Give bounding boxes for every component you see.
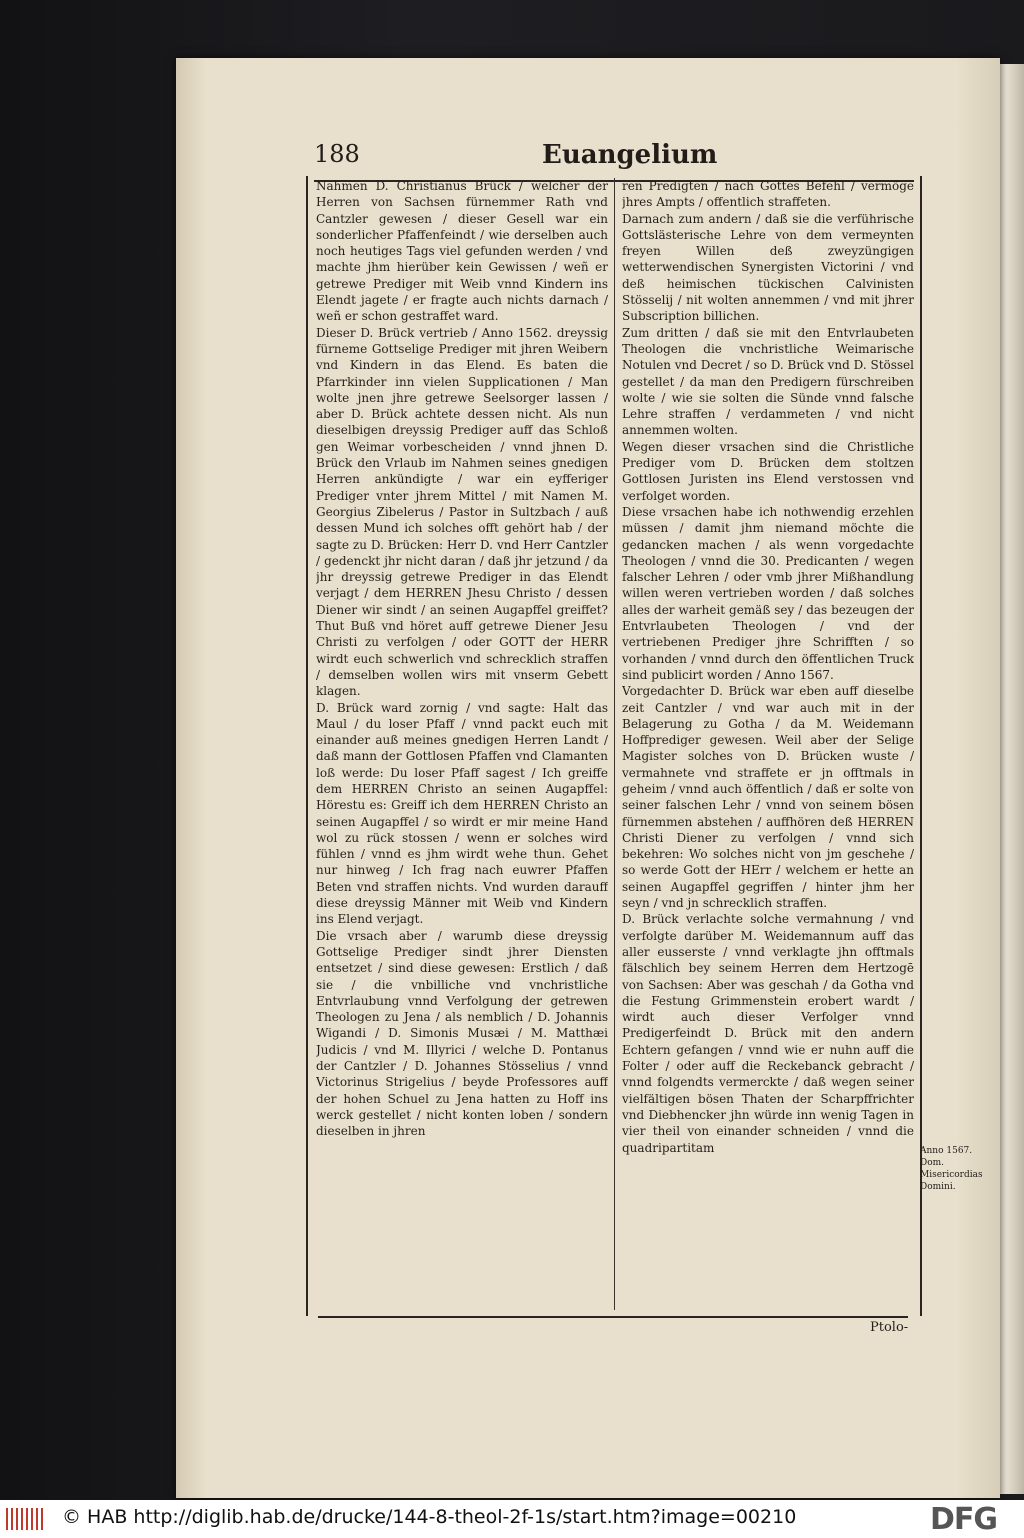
running-head: Euangelium [542,140,718,170]
catchword: Ptolo- [870,1320,909,1335]
paragraph: Dieser D. Brück vertrieb / Anno 1562. dreyssig fürneme Gottselige Prediger mit jhren Weibern vnd Kindern in das Elend. Es baten die Pfarrkinder inn vielen Supplicationen / Man wolte jnen jhre getrewe Seelsorger lassen / aber D. Brück achtete dessen nicht. Als nun dieselbigen dreyssig Prediger auff das Schloß gen Weimar vorbescheiden / vnnd jhnen D. Brück den Vrlaub im Nahmen seines gnedigen Herren ankündigte / war ein eyfferiger Prediger vnter jhrem Mittel / mit Namen M. Georgius Zibelerus / Pastor in Sultzbach / auß dessen Mund ich solches offt gehört hab / der sagte zu D. Brücken: Herr D. vnd Herr Cantzler / gedenckt jhr nicht daran / daß jhr jetzund / da jhr dreyssig getrewe Prediger in das Elendt verjagt / dem HERREN Jhesu Christo / dessen Diener wir sindt / an seinen Augapffel greiffet? Thut Buß vnd höret auff getrewe Diener Jesu Christi zu verfolgen / oder GOTT der HERR wirdt euch schwerlich vnd schrecklich straffen / demselben wollen wirs mit vnserm Gebett klagen. [316,325,608,699]
paragraph: ren Predigten / nach Gottes Befehl / vermöge jhres Ampts / offentlich straffeten. [622,179,914,210]
page-number: 188 [314,140,360,168]
bottom-rule [318,1316,908,1318]
paragraph: Zum dritten / daß sie mit den Entvrlaubeten Theologen die vnchristliche Weimarische Notulen vnd Decret / so D. Brück vnd D. Stössel gestellet / da man den Predigern fürschreiben wolte / wie sie solten die Sünde vnnd falsche Lehre straffen / verdammeten / vnd nicht annemmen wolten. [622,325,914,438]
paragraph: Die vrsach aber / warumb diese dreyssig Gottselige Prediger sindt jhrer Diensten entsetzet / sind diese gewesen: Erstlich / daß sie / die vnbilliche vnd vnchristliche Entvrlaubung vnnd Verfolgung der getrewen Theologen zu Jena / als nemblich / D. Johannis Wigandi / D. Simonis Musæi / M. Matthæi Judicis / vnd M. Illyrici / welche D. Pontanus der Cantzler / D. Johannes Stösselius / vnnd Victorinus Strigelius / beyde Professores auff der hohen Schuel zu Jena hatten zu Hoff ins werck gestellet / nicht konten loben / sondern dieselben in jhren [316,928,608,1139]
margin-note: Anno 1567. Dom. Misericordias Domini. [920,1146,983,1192]
paragraph: Diese vrsachen habe ich nothwendig erzehlen müssen / damit jhm niemand möchte die gedancken machen / als wenn vorgedachte Theologen / vnnd die 30. Predicanten / wegen falscher Lehren / oder vmb jhrer Mißhandlung willen weren vertrieben worden / daß solches alles der warheit gemäß sey / das bezeugen der Entvrlaubeten Theologen / vnd der vertriebenen Prediger jhre Schrifften / so vorhanden / vnnd durch den öffentlichen Truck sind publicirt worden / Anno 1567. [622,504,914,682]
dfg-logo: DFG [930,1502,998,1537]
paragraph: Nahmen D. Christianus Brück / welcher der Herren von Sachsen fürnemmer Rath vnd Cantzler gewesen / dieser Gesell war ein sonderlicher Pfaffenfeindt / wie derselben auch noch heutiges Tags viel gefunden werden / vnd machte jhm hierüber kein Gewissen / weñ er getrewe Prediger mit Weib vnnd Kindern ins Elendt jagete / er fragte auch nichts darnach / weñ er schon gestraffet ward. [316,179,608,324]
paragraph: Darnach zum andern / daß sie die verführische Gottslästerische Lehre von dem vermeynten freyen Willen deß zweyzüngigen wetterwendischen Synergisten Victorini / vnd deß heimischen tückischen Calvinisten Stösselij / nit wolten annemmen / vnd mit jhrer Subscription billichen. [622,211,914,324]
paragraph: Wegen dieser vrsachen sind die Christliche Prediger vom D. Brücken dem stoltzen Gottlosen Juristen ins Elend verstossen vnd verfolget worden. [622,439,914,503]
paragraph: D. Brück verlachte solche vermahnung / vnd verfolgte darüber M. Weidemannum auff das aller eusserste / vnnd verklagte jhn offtmals fälschlich bey seinem Herren dem Hertzogē von Sachsen: Aber was geschah / da Gotha vnd die Festung Grimmenstein erobert wardt / wirdt auch dieser Verfolger vnnd Predigerfeindt D. Brück mit den andern Echtern gefangen / vnnd wie er nuhn auff die Folter / oder auff die Reckebanck gebracht / vnnd folgendts vermerckte / daß wegen seiner vielfältigen bösen Thaten der Scharpffrichter vnd Diebhencker jhn würde inn wenig Tagen in vier theil von einander schneiden / vnnd die quadripartitam [622,912,914,1155]
paragraph: Vorgedachter D. Brück war eben auff dieselbe zeit Cantzler / vnd war auch mit in der Belagerung zu Gotha / da M. Weidemann Hoffprediger gewesen. Weil aber der Selige Magister solches von D. Brücken wuste / vermahnete vnd straffete er jn offtmals in geheim / vnnd auch öffentlich / daß er solte von seiner falschen Lehr / vnnd von seinem bösen fürnemmen abstehen / auffhören deß HERREN Christi Diener zu verfolgen / vnnd sich bekehren: Wo solches nicht von jm geschehe / so werde Gott der HErr / welchem er hette an seinen Augapffel gegriffen / hinter jhm her seyn / vnd jn schrecklich straffen. [622,684,914,911]
right-column [622,178,914,1308]
paragraph: D. Brück ward zornig / vnd sagte: Halt das Maul / du loser Pfaff / vnnd packt euch mit einander auß meines gnedigen Herren Landt / daß mann der Gottlosen Pfaffen vnd Clamanten loß werde: Du loser Pfaff sagest / Ich greiffe dem HERREN Christo an seinen Augapffel: Hörestu es: Greiff ich dem HERREN Christo an seinen Augapffel / so wirdt er mir meine Hand wol zu rück stossen / wenn er solches wird fühlen / vnnd es jhm wirdt wehe thun. Gehet nur hinweg / Ich frag nach euwrer Pfaffen Beten vnd straffen nichts. Vnd wurden darauff diese dreyssig Männer mit Weib vnd Kindern ins Elend verjagt. [316,700,608,927]
source-link[interactable]: © HAB http://diglib.hab.de/drucke/144-8-theol-2f-1s/start.htm?image=00210 [62,1506,797,1528]
barcode-icon [6,1508,44,1530]
left-column [316,178,608,1308]
column-divider [614,178,615,1310]
